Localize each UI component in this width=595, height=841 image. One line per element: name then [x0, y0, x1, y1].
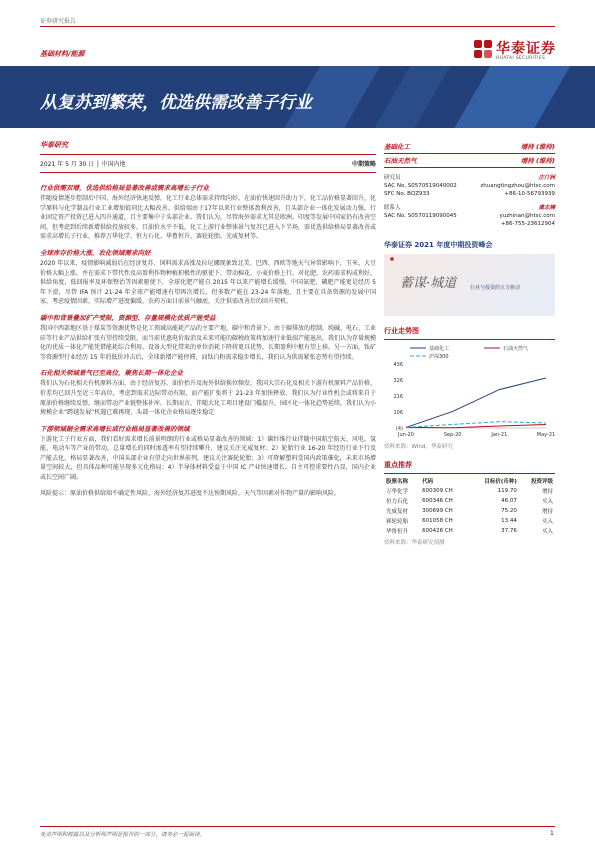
analyst-2-name: 虞志楠: [538, 205, 555, 211]
pick-target: 13.44: [501, 518, 517, 524]
pick-name: 恒力石化: [386, 499, 409, 505]
picks-row: [384, 516, 555, 526]
section-4-text: 我们认为石化相关有机原料方面，由于经济复苏、油价抬升及海外供给换位频发，我国大宗石化及相关下游有机原料产品价格、价差均已回升至近三年高位，考虑到需求边际带动有限，而产能扩张将于 21-23 年加快释放，我们认为行业性机会或将来自于原油价格继续反弹，继而带动产业链整体补库。长期而言，伴随大化工项目建设门槛提升，园区化一体化趋势延续，我们认为小规模企业“跨越发展”机遇已难再现，头部一体化企业格局逐步稳定: [40, 380, 377, 417]
pick-target: 46.07: [501, 498, 517, 504]
rating-value-2: 增持 (维持): [520, 157, 555, 165]
pick-target: 37.76: [501, 528, 517, 534]
analyst-1-email[interactable]: zhuangtingzhou@htsc.com: [480, 183, 555, 189]
y-tick-label: 106: [393, 410, 403, 416]
strategy-type: 中期策略: [351, 161, 376, 168]
pick-target: 119.70: [497, 488, 517, 494]
analyst-1-name: 庄汀洲: [538, 175, 555, 181]
pick-rating: 买入: [541, 529, 553, 535]
x-tick-label: Sep-20: [443, 432, 462, 438]
y-tick-label: 216: [393, 394, 403, 400]
section-2-text: 2020 年以来，疫情影响减弱后在经济复苏、饲料需求高涨及拉尼娜现象致北美、巴西、西欧等地天气异常影响下，玉米、大豆价格大幅上涨，并在需求下带代性及高盈利作物种植积极性的驱使下，带动棉花、小麦价格上行。对化肥、农药需求构成利好。供给角度，低回报率及环保整治等因素驱使下，全球化肥产能自 2015 年以来产能增长缓慢，中国氮肥、磷肥产能更是经历 5 年下滑，尽管 IFA 预计 21-24 年全球产能增速有望再次增长，但多数产能在 23-24 年落地，且主要在具备资源的发展中国家，考虑疫情因素，实际增产进度偏缓。农药方面目前景气触底，关注供需改善后的回升契机。: [40, 259, 377, 306]
analyst-2-email[interactable]: yuzhinan@htsc.com: [499, 213, 555, 219]
date-line: 2021 年 5 月 30 日 │ 中国内地: [40, 161, 126, 168]
pick-rating: 买入: [541, 519, 553, 525]
analyst-1-phone: +86-10-56793939: [504, 191, 555, 197]
picks-row: [384, 496, 555, 506]
picks-row: [384, 486, 555, 496]
legend-label: 沪深300: [429, 354, 449, 360]
x-tick-label: May-21: [536, 432, 555, 438]
picks-heading: 重点推荐: [384, 461, 412, 469]
picks-header-name: 股票名称: [386, 479, 409, 485]
pick-name: 赛轮轮胎: [386, 519, 409, 525]
banner-big-text: 蓄谋·城道: [400, 276, 457, 291]
y-tick-label: 436: [393, 362, 403, 368]
top-rule: [40, 26, 555, 27]
pick-rating: 增持: [541, 509, 553, 515]
title-banner: [0, 66, 595, 128]
section-3: [40, 313, 376, 362]
logo-en-text: HUATAI SECURITIES: [496, 56, 546, 61]
pick-code: 600309 CH: [422, 488, 453, 494]
picks-row: [384, 506, 555, 516]
analyst-2-role: 联系人: [384, 205, 401, 211]
section-1: [40, 183, 376, 242]
section-4-title: 石化相关领域景气已至高位，聚焦长期一体化企业: [40, 369, 183, 378]
pick-target: 75.20: [501, 508, 517, 514]
rating-sector-2: 石油天然气: [384, 157, 417, 165]
risk-note: 风险提示：原油价格供给端不确定性风险，海外经济复苏进度不达预期风险，天气等因素对作物产量的影响风险。: [40, 489, 341, 497]
conference-heading: 华泰证券 2021 年度中期投资峰会: [384, 241, 493, 249]
pick-code: 600346 CH: [422, 498, 453, 504]
logo-cn-text: 华泰证券: [496, 41, 556, 57]
trend-chart: [384, 342, 555, 442]
legend-label: 石油天然气: [503, 346, 529, 352]
series-line-1: [406, 378, 546, 427]
section-2-title: 全球库存价格大涨，农化领域需求向好: [40, 248, 151, 257]
analyst-1-license: SAC No. S0570519040002: [384, 183, 457, 189]
pick-code: 600426 CH: [422, 528, 453, 534]
banner-logo-icon: ■: [390, 256, 394, 261]
section-4: [40, 368, 376, 417]
analyst-2: [384, 204, 555, 228]
picks-header-target: 目标价(币种): [484, 479, 517, 485]
picks-table: [384, 476, 555, 536]
section-3-title: 碳中和背景叠加扩产受限，资源型、存量规模化优质产能受益: [40, 313, 216, 322]
pick-rating: 买入: [541, 499, 553, 505]
y-tick-label: (4): [395, 426, 403, 432]
analyst-2-phone: +86-755-23612904: [500, 221, 555, 227]
section-5-text: 下游化工子行业方面，我们看好需求增长前景明朗的行业或格局显著改善的领域：1）碳纤维行业伴随中国航空航天、风电、氢能、电动车等产业的带动，总量增长的同时渗透率有望持续攀升，建议关注光威复材；2）轮胎行业 16-20 年经历行业下行及产能去化，格局显著改善，中国头部企业有望走向世界前列，建议关注赛轮轮胎；3）可降解塑料受国内政策催化，未来市场增量空间较大，但具体品种可能呈现多元化格局；4）半导体材料受益于中国 IC 产业快速增长，自主可控重要性凸显，国内企业或长空间广阔。: [40, 435, 376, 482]
x-tick-label: Jan-21: [491, 432, 508, 438]
pick-name: 光威复材: [386, 509, 409, 515]
pick-name: 华鲁恒升: [386, 529, 409, 535]
analyst-2-license: SAC No. S0570119090045: [384, 213, 457, 219]
picks-header-code: 代码: [422, 479, 434, 485]
page-number: 1: [550, 830, 554, 837]
ratings-box: [384, 140, 555, 168]
x-tick-label: Jun-20: [398, 432, 414, 438]
logo-mark-icon: [474, 40, 492, 58]
research-label: 华泰研究: [40, 141, 68, 149]
picks-header-rating: 投资评级: [530, 479, 553, 485]
footer-note: 免责声明和披露以及分析师声明是报告的一部分，请务必一起阅读。: [40, 832, 206, 838]
pick-rating: 增持: [541, 489, 553, 495]
picks-source: 资料来源：华泰研究预测: [384, 540, 445, 546]
trend-source: 资料来源：Wind，华泰研究: [384, 444, 453, 450]
picks-row: [384, 526, 555, 536]
report-type-label: 证券研究报告: [40, 18, 77, 25]
pick-name: 万华化学: [386, 489, 409, 495]
legend-label: 基础化工: [429, 346, 450, 352]
pick-code: 300699 CH: [422, 508, 453, 514]
category-label: 基础材料/能源: [40, 50, 85, 58]
trend-chart-svg: [384, 342, 555, 442]
huatai-logo: [474, 38, 568, 64]
section-1-title: 行业供需双增，优选供给格局显著改善或需求高增长子行业: [40, 184, 209, 192]
section-1-text: 伴随疫情逐步控制后中国、海外经济快速反弹，化工行业总体需求持续向好，在油价快速回升助力下，化工品价格显著回升，化学原料与化学制品行业工业增加值同比大幅改善。供给端由于17年以来行业整体盈利改善，且头部企业一体化发展动力强，行业固定资产投资已进入四升通道，且主要集中于头部企业。我们认为，尽管海外需求尤其是欧洲、印度等发展中国家仍有改善空间，但考虑到后续新增供给投放较多，且油价水平不低，化工上游行业整体景气复苏已进入下半场，需优选供给格局显著改善或需求高增长子行业，推荐万华化学、恒力石化、华鲁恒升、赛轮轮胎、光威复材等。: [40, 195, 377, 241]
analyst-1-role: 研究员: [384, 175, 401, 181]
y-tick-label: 326: [393, 378, 403, 384]
report-title: 从复苏到繁荣，优选供需改善子行业: [40, 93, 312, 113]
rating-sector-1: 基础化工: [384, 143, 410, 151]
pick-code: 601058 CH: [422, 518, 453, 524]
conference-banner[interactable]: [384, 254, 555, 316]
rating-value-1: 增持 (维持): [520, 143, 555, 151]
section-5: [40, 424, 376, 483]
section-2: [40, 248, 376, 307]
section-5-title: 下游领域据全需求高增长或行业格局显著改善的领域: [40, 424, 190, 433]
analyst-1-license2: SFC No. BQZ933: [384, 191, 430, 197]
footer-rule: [40, 826, 555, 827]
analyst-1: [384, 174, 555, 198]
trend-heading: 行业走势图: [384, 327, 419, 335]
section-3-text: 我国中西部地区基于煤炭等资源优势是化工领域高能耗产品的主要产地，碳中和背景下，由于碳排放的控制，纯碱、电石、工业硅等行业产品供给扩张有望持续受限，而当前优惠电价取消及未来可能的碳税政策将加速行业低端产能退出，我们认为存量规模化的优质一体化产能凭借能耗综合利用、设备大型化带来的单位消耗下降将更具优势，长期盈利中枢有望上移。另一方面，钛矿等资源型行业经历 15 年的低价冲击后，全球新增产能停滞，而钛白粉需求稳步增长，我们认为供需紧张态势有望持续。: [40, 324, 377, 361]
banner-sub-text: 行业与投资的五力驱动: [470, 285, 521, 291]
